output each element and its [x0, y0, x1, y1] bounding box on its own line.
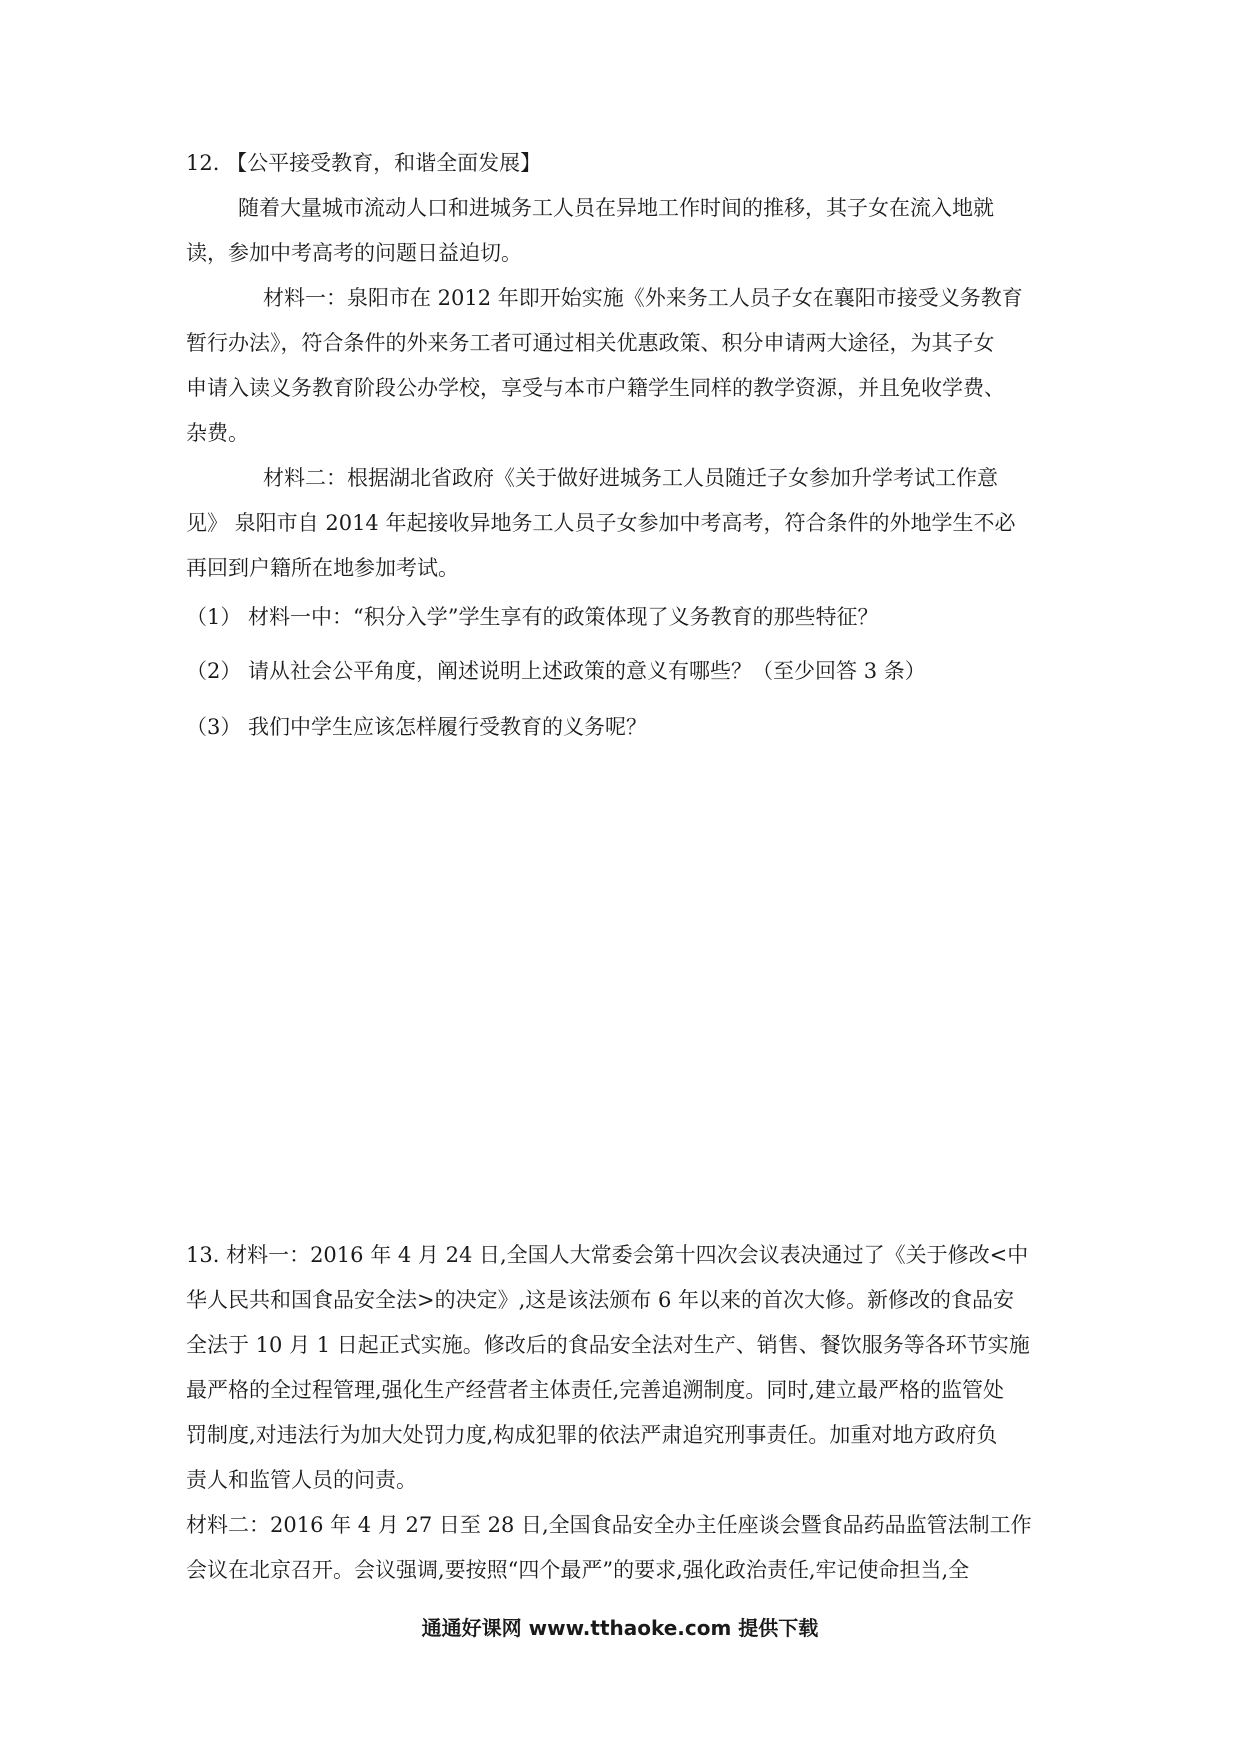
q12-material2-line-3: 再回到户籍所在地参加考试。 [186, 556, 459, 580]
q12-intro-line-2: 读，参加中考高考的问题日益迫切。 [186, 241, 522, 265]
q12-title: 12. 【公平接受教育，和谐全面发展】 [186, 151, 542, 175]
q13-line-7: 材料二：2016 年 4 月 27 日至 28 日,全国食品安全办主任座谈会暨食品药品监管法制工作 [186, 1513, 1032, 1537]
q12-material1-line-2: 暂行办法》，符合条件的外来务工者可通过相关优惠政策、积分申请两大途径，为其子女 [186, 331, 995, 355]
q13-line-1: 13. 材料一：2016 年 4 月 24 日,全国人大常委会第十四次会议表决通过了《关于修改<中 [186, 1243, 1029, 1267]
q13-line-3: 全法于 10 月 1 日起正式实施。修改后的食品安全法对生产、销售、餐饮服务等各环节实施 [186, 1333, 1030, 1357]
q12-material1-line-3: 申请入读义务教育阶段公办学校，享受与本市户籍学生同样的教学资源，并且免收学费、 [186, 376, 1005, 400]
q12-material1-line-4: 杂费。 [186, 421, 249, 445]
q13-line-2: 华人民共和国食品安全法>的决定》,这是该法颁布 6 年以来的首次大修。新修改的食品安 [186, 1288, 1014, 1312]
footer-source [0, 1612, 1240, 1641]
q12-material1-line-1: 材料一：泉阳市在 2012 年即开始实施《外来务工人员子女在襄阳市接受义务教育 [263, 286, 1023, 310]
q13-line-6: 责人和监管人员的问责。 [186, 1468, 417, 1492]
q13-line-8: 会议在北京召开。会议强调,要按照“四个最严”的要求,强化政治责任,牢记使命担当,全 [186, 1558, 970, 1582]
q13-line-4: 最严格的全过程管理,强化生产经营者主体责任,完善追溯制度。同时,建立最严格的监管处 [186, 1378, 1005, 1402]
q12-material2-line-1: 材料二：根据湖北省政府《关于做好进城务工人员随迁子女参加升学考试工作意 [263, 466, 998, 490]
q12-question-3: （3） 我们中学生应该怎样履行受教育的义务呢？ [186, 715, 648, 739]
q12-question-1: （1） 材料一中：“积分入学”学生享有的政策体现了义务教育的那些特征？ [186, 605, 879, 629]
q12-material2-line-2: 见》 泉阳市自 2014 年起接收异地务工人员子女参加中考高考，符合条件的外地学生不必 [186, 511, 1016, 535]
q12-intro-line-1: 随着大量城市流动人口和进城务工人员在异地工作时间的推移，其子女在流入地就 [238, 196, 994, 220]
footer-text: 通通好课网 www.tthaoke.com 提供下载 [421, 1616, 819, 1640]
q12-question-2: （2） 请从社会公平角度，阐述说明上述政策的意义有哪些？（至少回答 3 条） [186, 659, 926, 683]
q13-line-5: 罚制度,对违法行为加大处罚力度,构成犯罪的依法严肃追究刑事责任。加重对地方政府负 [186, 1423, 998, 1447]
